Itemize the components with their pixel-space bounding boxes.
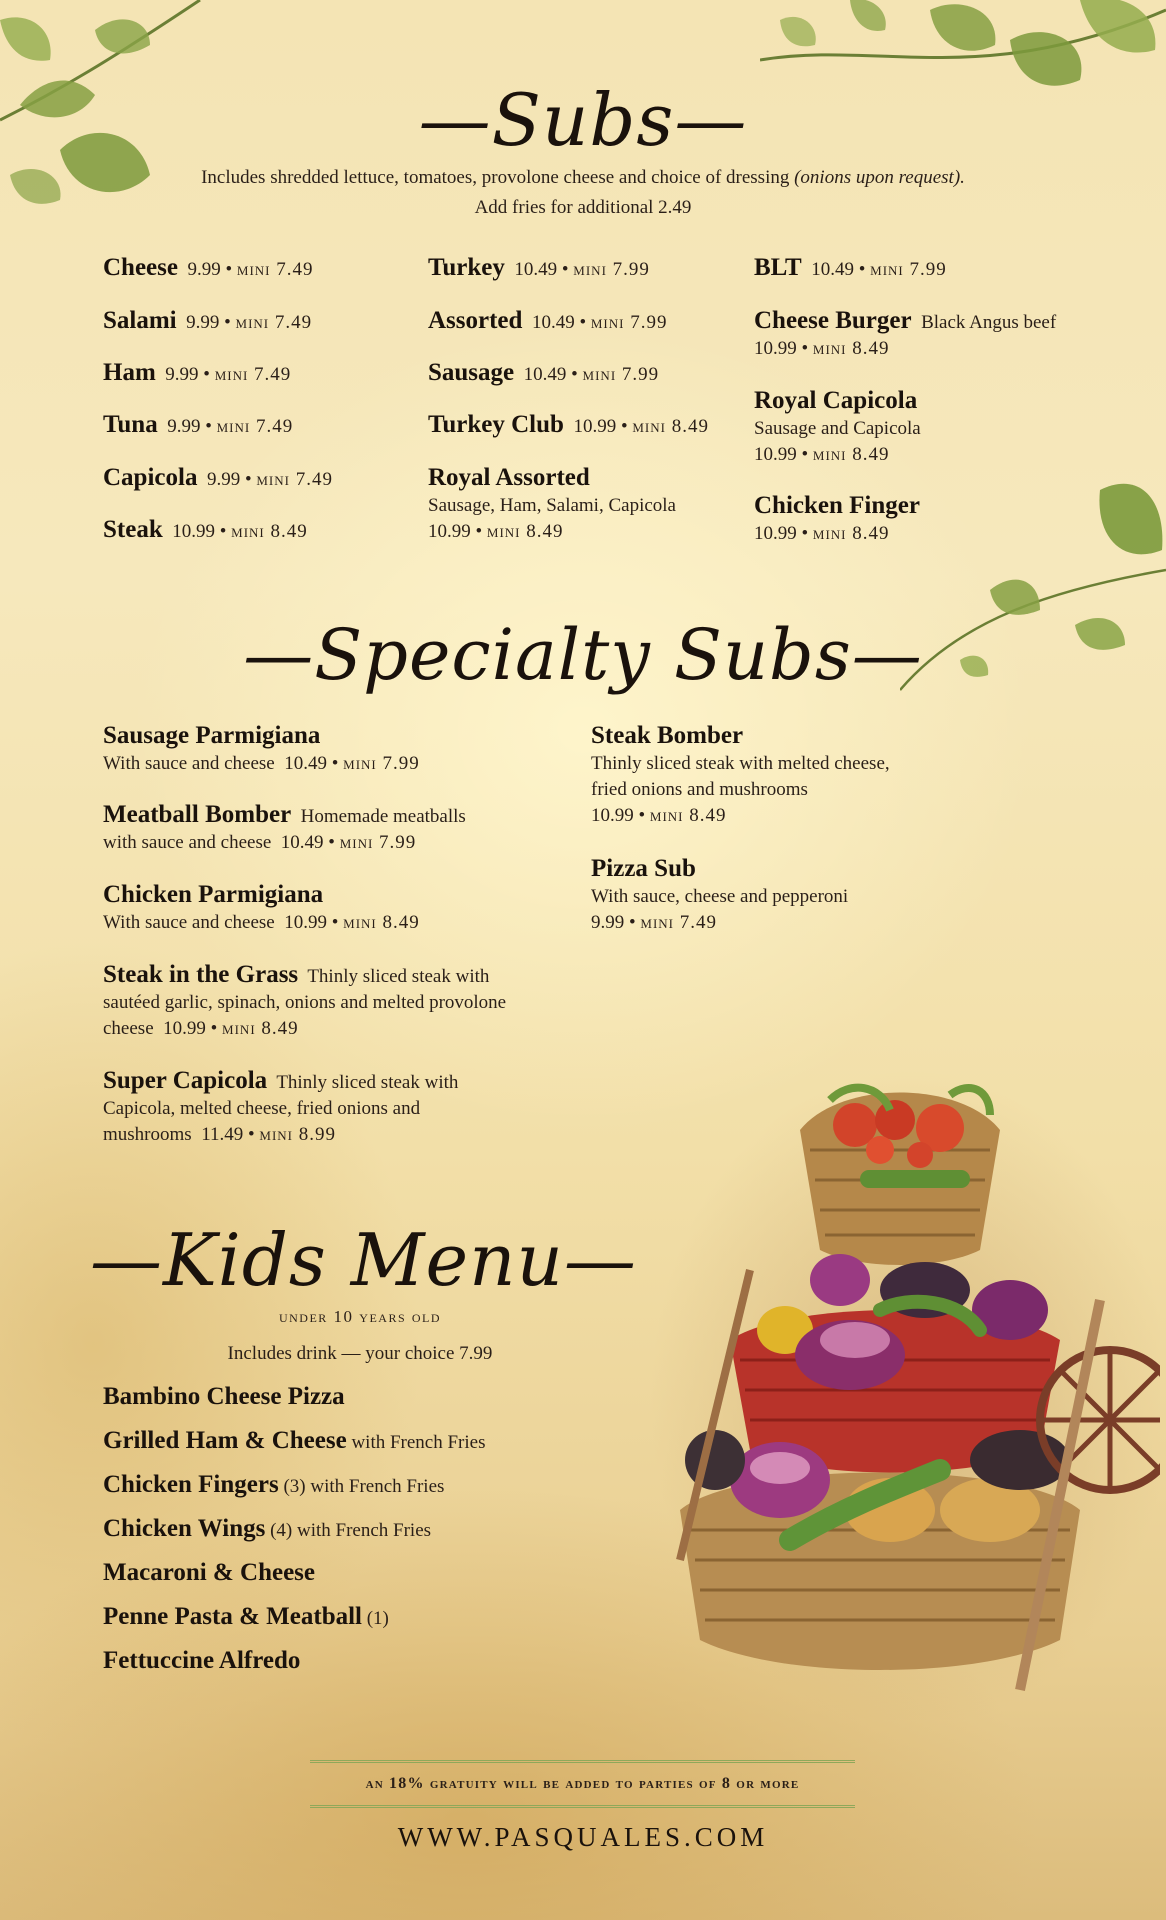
item-mini-price: mini 7.49 — [235, 312, 313, 333]
menu-item — [103, 517, 308, 545]
menu-item — [428, 412, 709, 440]
item-mini-price: mini 7.99 — [339, 832, 417, 853]
item-name: Tuna — [103, 411, 158, 438]
kids-item — [103, 1515, 431, 1543]
item-detail: (4) with French Fries — [270, 1520, 432, 1541]
item-description: Sausage, Ham, Salami, Capicola — [428, 495, 676, 516]
kids-item — [103, 1647, 300, 1675]
item-name: Royal Capicola — [754, 387, 918, 414]
vegetable-cart-illustration — [640, 1040, 1160, 1720]
item-description-inline: Thinly sliced steak — [276, 1072, 420, 1093]
website-link[interactable]: WWW.PASQUALES.COM — [397, 1822, 769, 1852]
item-name: Salami — [103, 307, 177, 334]
subs-intro-text: Includes shredded lettuce, tomatoes, provolone cheese and choice of dressing — [201, 167, 795, 188]
item-mini-price: mini 7.49 — [256, 469, 333, 490]
item-price: 10.99 • — [428, 521, 483, 542]
item-price: 9.99 • — [591, 912, 636, 933]
kids-item — [103, 1383, 345, 1411]
menu-item — [103, 308, 312, 336]
item-price: 9.99 • — [187, 259, 233, 280]
menu-item — [103, 802, 563, 856]
item-price: 10.49 • — [284, 753, 339, 774]
item-name: Steak in the Grass — [103, 961, 299, 988]
item-name: BLT — [754, 254, 802, 281]
item-name: Chicken Finger — [754, 492, 920, 519]
item-price: 9.99 • — [206, 469, 252, 490]
item-mini-price: mini 8.49 — [812, 523, 890, 544]
item-name: Grilled Ham & Cheese — [103, 1427, 347, 1454]
item-name: Sausage Parmigiana — [103, 722, 321, 749]
menu-item — [103, 723, 563, 777]
item-detail: with French Fries — [351, 1432, 486, 1453]
item-name: Sausage — [428, 359, 515, 386]
item-mini-price: mini 8.49 — [343, 912, 420, 933]
item-price: 10.99 • — [754, 444, 809, 465]
item-description-inline: Thinly sliced steak — [307, 966, 451, 987]
item-price: 9.99 • — [167, 416, 212, 437]
item-price: 10.99 • — [754, 523, 809, 544]
item-name: Capicola — [103, 464, 198, 491]
item-name: Chicken Fingers — [103, 1471, 279, 1498]
subs-fries-note: Add fries for additional 2.49 — [474, 197, 692, 218]
item-price: 10.49 • — [811, 259, 866, 280]
kids-item — [103, 1559, 315, 1587]
item-name: Cheese — [103, 254, 178, 281]
menu-item — [428, 308, 667, 336]
item-name: Chicken Parmigiana — [103, 881, 324, 908]
menu-item — [428, 465, 728, 545]
item-name: Steak — [103, 516, 163, 543]
menu-item — [103, 360, 291, 388]
item-mini-price: mini 8.49 — [632, 416, 709, 437]
item-name: Penne Pasta & Meatball — [103, 1603, 362, 1630]
item-description: with Capicola, melted cheese, fried onions and mushrooms — [103, 1072, 459, 1145]
subs-title: —Subs— — [418, 78, 748, 162]
item-price: 10.49 • — [531, 312, 587, 333]
menu-item — [754, 493, 1054, 547]
menu-item — [103, 882, 563, 936]
item-price: 9.99 • — [165, 364, 210, 385]
item-price: 9.99 • — [186, 312, 231, 333]
item-name: Turkey — [428, 254, 505, 281]
item-description: Sausage and Capicola — [754, 418, 921, 439]
item-mini-price: mini 7.49 — [236, 259, 314, 280]
kids-menu-title: —Kids Menu— — [90, 1218, 637, 1302]
menu-item — [103, 1068, 508, 1148]
item-mini-price: mini 8.49 — [649, 805, 727, 826]
subs-intro-note: (onions upon request). — [794, 167, 965, 188]
item-mini-price: mini 8.49 — [812, 444, 890, 465]
kids-item — [103, 1471, 444, 1499]
menu-item — [754, 255, 947, 283]
item-name: Chicken Wings — [103, 1515, 266, 1542]
item-name: Pizza Sub — [591, 855, 696, 882]
item-name: Super Capicola — [103, 1067, 268, 1094]
item-mini-price: mini 8.99 — [259, 1124, 336, 1145]
item-mini-price: mini 8.49 — [222, 1018, 299, 1039]
item-description: With sauce and cheese — [103, 912, 275, 933]
menu-item — [103, 412, 293, 440]
menu-item — [103, 465, 333, 493]
item-detail: (3) with French Fries — [283, 1476, 445, 1497]
item-price: 10.49 • — [523, 364, 578, 385]
item-description: Thinly sliced steak with melted cheese, fried onions and mushrooms — [591, 753, 890, 800]
item-price: 11.49 • — [201, 1124, 255, 1145]
item-name: Fettuccine Alfredo — [103, 1647, 301, 1674]
item-price: 10.99 • — [591, 805, 646, 826]
menu-item — [754, 308, 1094, 362]
item-name: Assorted — [428, 307, 523, 334]
item-name: Royal Assorted — [428, 464, 590, 491]
item-price: 10.49 • — [514, 259, 569, 280]
item-mini-price: mini 8.49 — [486, 521, 564, 542]
item-description: with sautéed garlic, spinach, onions and melted provolone cheese — [103, 966, 507, 1039]
item-name: Macaroni & Cheese — [103, 1559, 315, 1586]
item-name: Turkey Club — [428, 411, 564, 438]
menu-item — [428, 255, 650, 283]
item-name: Steak Bomber — [591, 722, 744, 749]
item-price: 10.99 • — [754, 338, 809, 359]
item-price: 10.99 • — [163, 1018, 218, 1039]
item-mini-price: mini 8.49 — [231, 521, 308, 542]
item-mini-price: mini 7.99 — [573, 259, 650, 280]
kids-item — [103, 1427, 486, 1455]
item-price: 10.99 • — [172, 521, 227, 542]
item-price: 10.99 • — [573, 416, 628, 437]
subs-intro — [0, 167, 1166, 189]
item-mini-price: mini 7.49 — [216, 416, 294, 437]
kids-drink-note: Includes drink — your choice 7.99 — [227, 1343, 493, 1364]
item-name: Cheese Burger — [754, 307, 912, 334]
item-mini-price: mini 7.99 — [582, 364, 660, 385]
item-price: 10.99 • — [284, 912, 339, 933]
menu-item — [591, 856, 921, 936]
item-detail: (1) — [366, 1608, 389, 1629]
item-name: Bambino Cheese Pizza — [103, 1383, 345, 1410]
item-description: Black Angus beef — [921, 312, 1057, 333]
item-mini-price: mini 8.49 — [812, 338, 890, 359]
item-mini-price: mini 7.99 — [343, 753, 420, 774]
menu-item — [591, 723, 921, 829]
item-description: With sauce, cheese and pepperoni — [591, 886, 849, 907]
item-mini-price: mini 7.49 — [640, 912, 718, 933]
kids-item — [103, 1603, 389, 1631]
item-description: With sauce and cheese — [103, 753, 275, 774]
kids-age-note: under 10 years old — [278, 1307, 442, 1326]
specialty-subs-title: —Specialty Subs— — [243, 614, 923, 696]
item-mini-price: mini 7.49 — [214, 364, 292, 385]
item-name: Ham — [103, 359, 156, 386]
menu-item — [754, 388, 1054, 468]
menu-item — [103, 255, 314, 283]
item-description: with sauce and cheese — [103, 832, 272, 853]
menu-item — [103, 962, 548, 1042]
gratuity-notice: an 18% gratuity will be added to parties of 8 or more — [310, 1760, 855, 1808]
item-description-inline: Homemade meatballs — [300, 806, 466, 827]
item-mini-price: mini 7.99 — [590, 312, 668, 333]
item-name: Meatball Bomber — [103, 801, 292, 828]
item-price: 10.49 • — [280, 832, 335, 853]
item-mini-price: mini 7.99 — [870, 259, 947, 280]
menu-item — [428, 360, 659, 388]
